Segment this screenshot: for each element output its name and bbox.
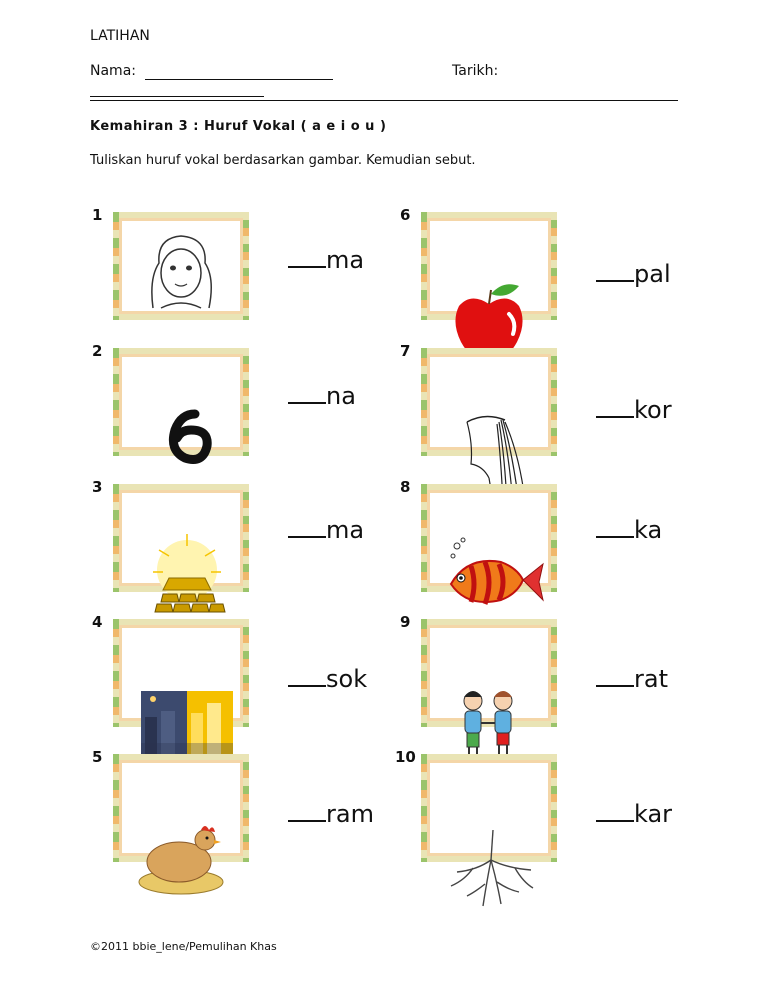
item-number: 4 bbox=[92, 613, 103, 631]
word-suffix: ma bbox=[326, 246, 365, 274]
word-suffix: sok bbox=[326, 665, 368, 693]
word-blank bbox=[596, 800, 672, 828]
picture-frame bbox=[421, 484, 557, 592]
answer-blank[interactable] bbox=[288, 246, 326, 268]
hen-icon bbox=[119, 760, 243, 905]
answer-blank[interactable] bbox=[596, 665, 634, 687]
item-number: 8 bbox=[400, 478, 411, 496]
word-blank bbox=[596, 665, 668, 693]
instruction-text: Tuliskan huruf vokal berdasarkan gambar. Kemudian sebut. bbox=[90, 153, 476, 168]
answer-blank[interactable] bbox=[288, 800, 326, 822]
word-blank bbox=[288, 382, 356, 410]
skill-title: Kemahiran 3 : Huruf Vokal ( a e i o u ) bbox=[90, 119, 387, 134]
item-number: 3 bbox=[92, 478, 103, 496]
roots-icon bbox=[427, 760, 551, 910]
picture-frame bbox=[421, 754, 557, 862]
answer-blank[interactable] bbox=[596, 516, 634, 538]
picture-frame bbox=[421, 212, 557, 320]
word-suffix: ram bbox=[326, 800, 374, 828]
answer-blank[interactable] bbox=[596, 396, 634, 418]
name-label: Nama: bbox=[90, 63, 136, 79]
picture-frame bbox=[113, 619, 249, 727]
word-blank bbox=[288, 516, 364, 544]
night-day-city-icon bbox=[119, 625, 243, 770]
picture-frame bbox=[421, 619, 557, 727]
picture-frame bbox=[421, 348, 557, 456]
word-blank bbox=[596, 516, 662, 544]
word-blank bbox=[596, 260, 671, 288]
picture-frame bbox=[113, 348, 249, 456]
date-line bbox=[90, 96, 264, 97]
date-label: Tarikh: bbox=[452, 63, 499, 79]
answer-blank[interactable] bbox=[596, 260, 634, 282]
word-suffix: kar bbox=[634, 800, 673, 828]
picture-frame bbox=[113, 754, 249, 862]
gold-bars-icon bbox=[119, 490, 243, 620]
item-number: 5 bbox=[92, 748, 103, 766]
header-divider bbox=[90, 100, 678, 101]
name-line bbox=[145, 79, 333, 80]
word-suffix: rat bbox=[634, 665, 668, 693]
word-suffix: ka bbox=[634, 516, 663, 544]
item-number: 7 bbox=[400, 342, 411, 360]
word-suffix: pal bbox=[634, 260, 671, 288]
item-number: 2 bbox=[92, 342, 103, 360]
word-blank bbox=[288, 246, 364, 274]
answer-blank[interactable] bbox=[288, 665, 326, 687]
number-six-icon bbox=[119, 354, 243, 464]
answer-blank[interactable] bbox=[596, 800, 634, 822]
answer-blank[interactable] bbox=[288, 516, 326, 538]
word-suffix: na bbox=[326, 382, 356, 410]
item-number: 9 bbox=[400, 613, 411, 631]
item-number: 10 bbox=[395, 748, 416, 766]
word-blank bbox=[288, 800, 374, 828]
apple-icon bbox=[427, 218, 551, 368]
item-number: 1 bbox=[92, 206, 103, 224]
woman-face-icon bbox=[119, 218, 243, 314]
word-blank bbox=[288, 665, 367, 693]
worksheet-heading: LATIHAN bbox=[90, 28, 150, 44]
picture-frame bbox=[113, 212, 249, 320]
picture-frame bbox=[113, 484, 249, 592]
fish-icon bbox=[427, 490, 551, 630]
answer-blank[interactable] bbox=[288, 382, 326, 404]
word-suffix: ma bbox=[326, 516, 365, 544]
copyright-footer: ©2011 bbie_lene/Pemulihan Khas bbox=[90, 940, 277, 953]
word-blank bbox=[596, 396, 672, 424]
item-number: 6 bbox=[400, 206, 411, 224]
word-suffix: kor bbox=[634, 396, 672, 424]
